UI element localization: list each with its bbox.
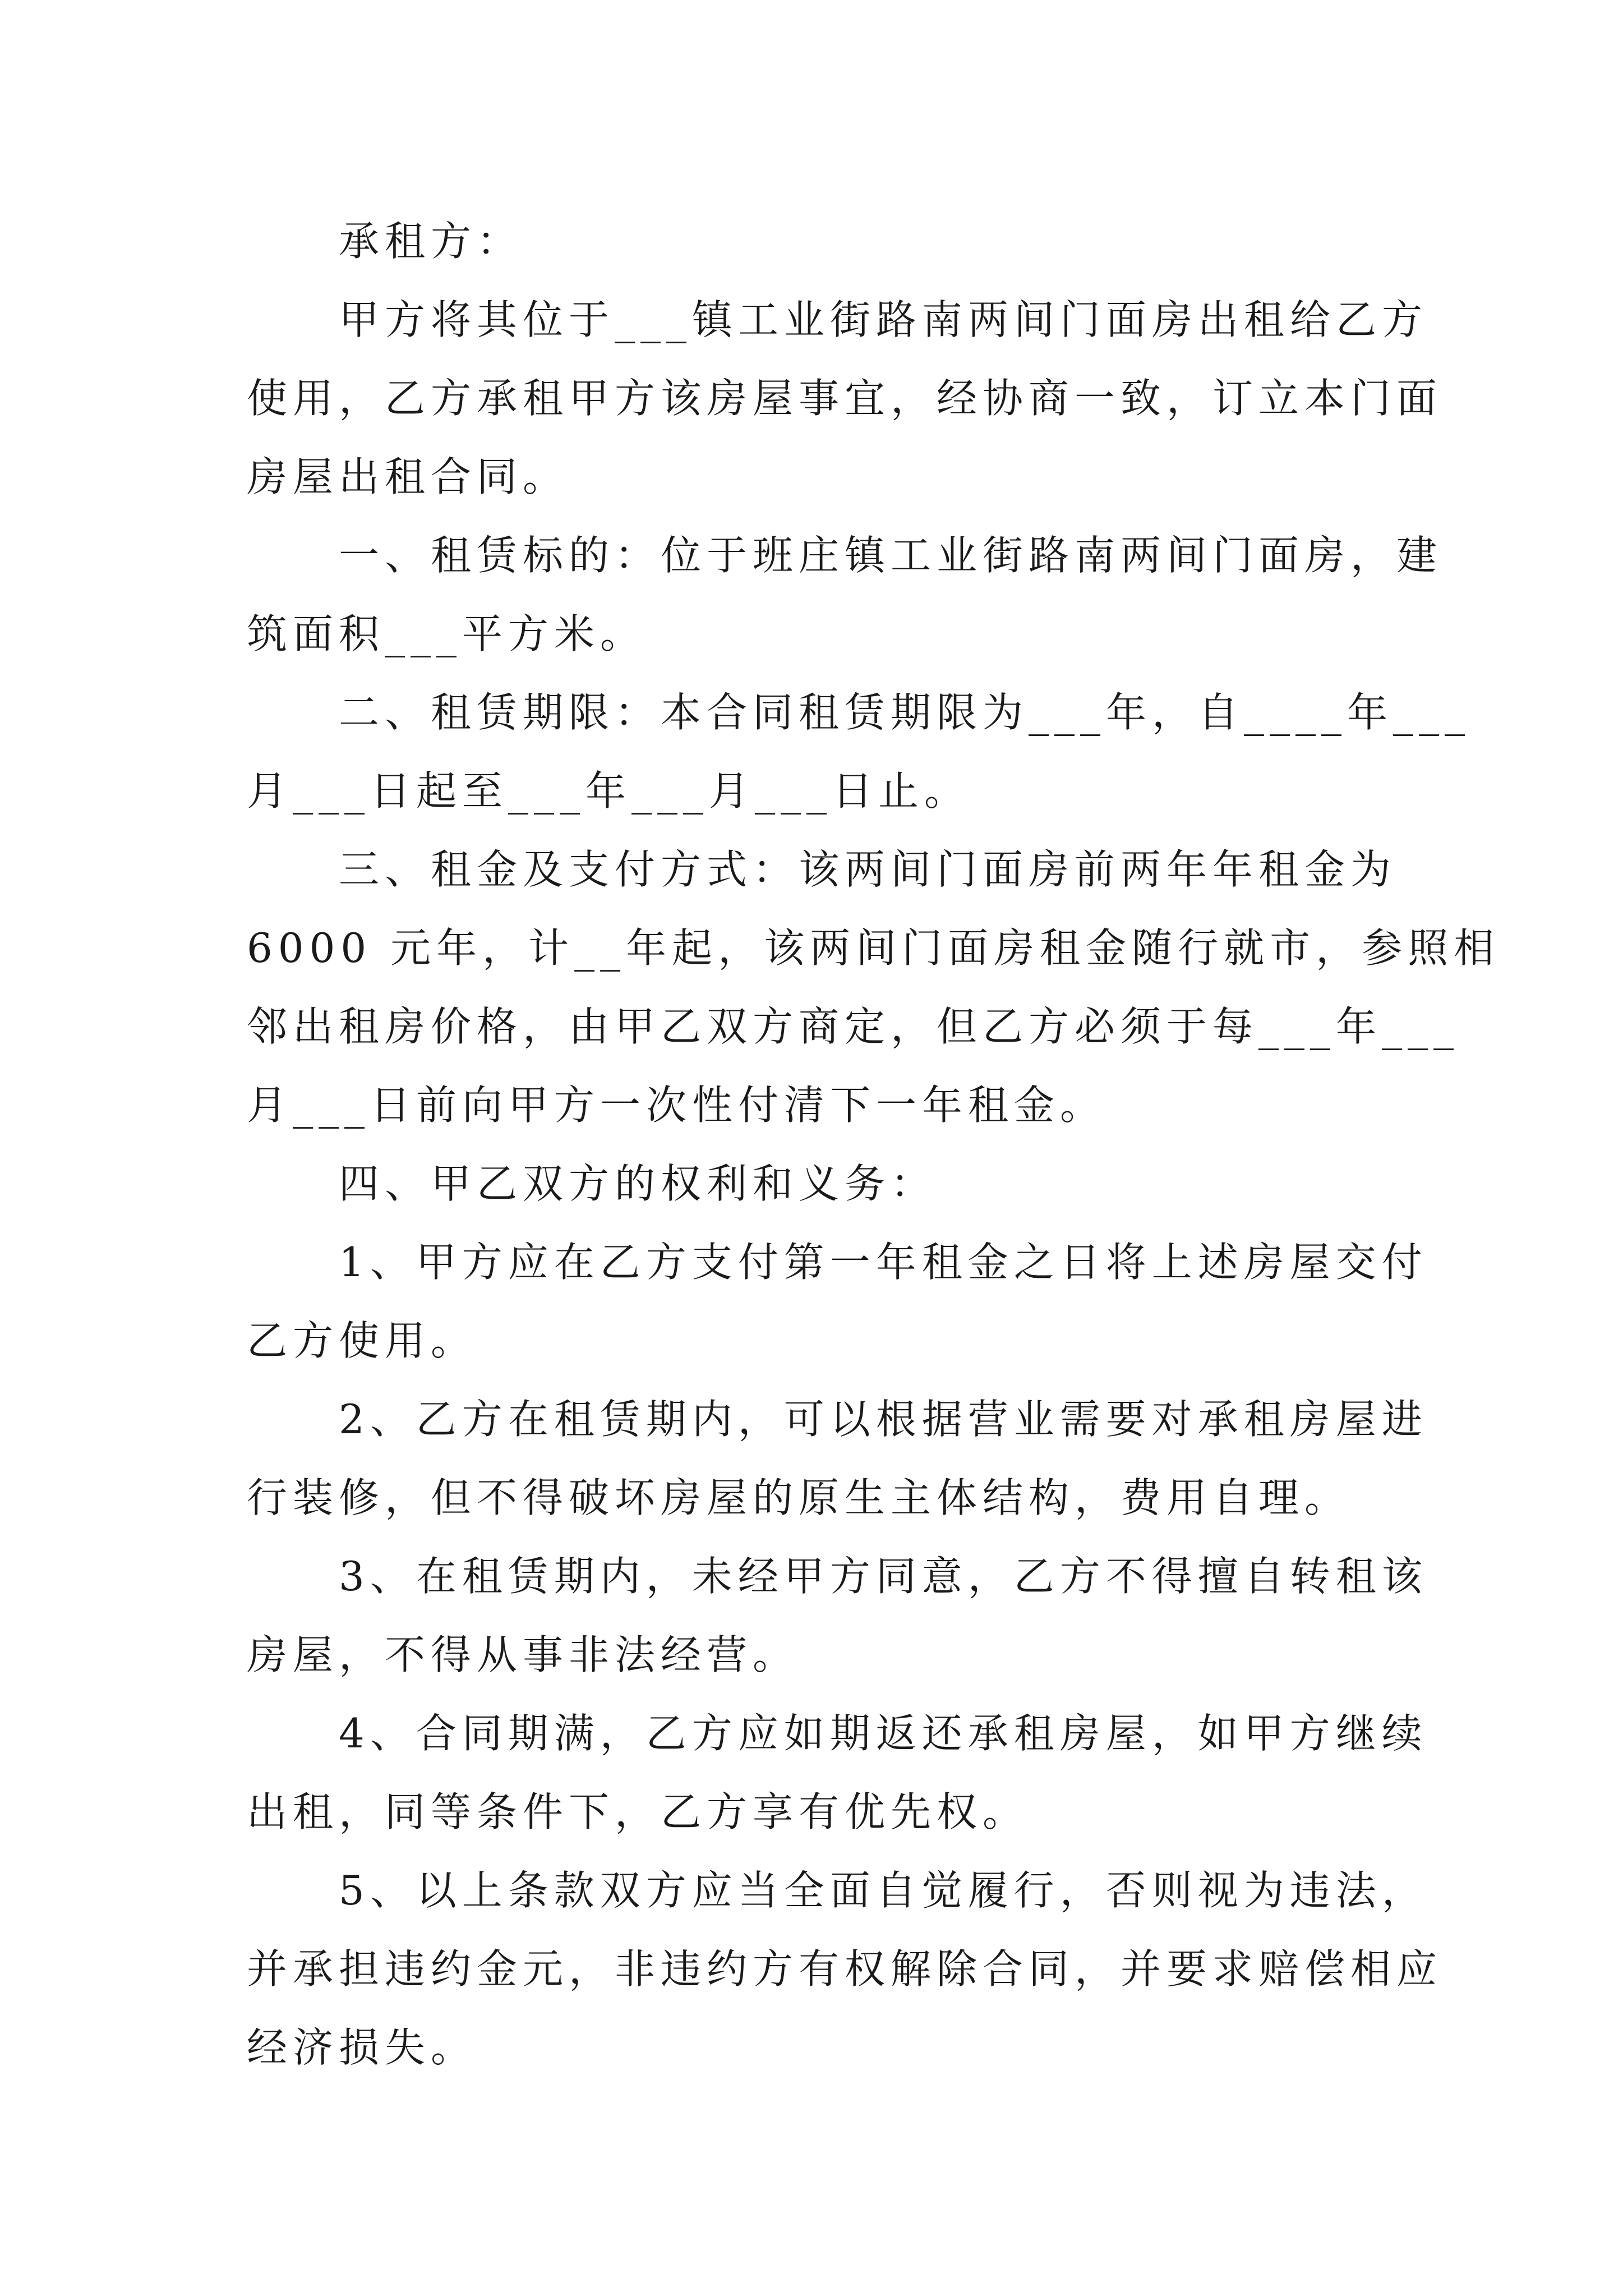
text-line: 使用，乙方承租甲方该房屋事宜，经协商一致，订立本门面 [247,375,1443,422]
text-line: 3、在租赁期内，未经甲方同意，乙方不得擅自转租该 [339,1553,1428,1600]
text-line: 甲方将其位于___镇工业街路南两间门面房出租给乙方 [339,296,1428,343]
paragraph-item-5 [247,1851,1443,2087]
text-line: 房屋，不得从事非法经营。 [247,1631,799,1678]
paragraph-clause-2 [247,673,1471,830]
text-line: 出租，同等条件下，乙方享有优先权。 [247,1788,1029,1835]
text-line: 5、以上条款双方应当全面自觉履行，否则视为违法， [339,1867,1428,1914]
text-line: 筑面积___平方米。 [247,610,647,657]
text-line: 三、租金及支付方式：该两间门面房前两年年租金为 [339,846,1397,893]
text-line: 二、租赁期限：本合同租赁期限为___年，自____年___ [339,689,1471,736]
text-line: 经济损失。 [247,2024,477,2071]
contract-body [247,202,1500,2087]
text-line: 2、乙方在租赁期内，可以根据营业需要对承租房屋进 [339,1396,1428,1443]
paragraph-item-3 [247,1537,1428,1694]
paragraph-item-1 [247,1223,1428,1380]
text-line: 6000 元年，计__年起，该两间门面房租金随行就市，参照相 [247,924,1500,972]
text-line: 一、租赁标的：位于班庄镇工业街路南两间门面房，建 [339,532,1443,579]
paragraph-lessee [247,202,1380,280]
text-line: 邻出租房价格，由甲乙双方商定，但乙方必须于每___年___ [247,1003,1460,1050]
text-line: 月___日起至___年___月___日止。 [247,767,971,815]
paragraph-clause-4-heading [247,1144,1380,1223]
paragraph-item-4 [247,1694,1428,1851]
text-line: 4、合同期满，乙方应如期返还承租房屋，如甲方继续 [339,1710,1428,1757]
paragraph-item-2 [247,1380,1428,1537]
text-line: 月___日前向甲方一次性付清下一年租金。 [247,1082,1106,1129]
text-line: 乙方使用。 [247,1317,477,1364]
paragraph-clause-1 [247,516,1443,673]
text-line: 四、甲乙双方的权利和义务： [339,1160,937,1207]
text-line: 行装修，但不得破坏房屋的原生主体结构，费用自理。 [247,1474,1351,1521]
paragraph-clause-3 [247,830,1500,1144]
paragraph-intro [247,280,1443,516]
text-line: 1、甲方应在乙方支付第一年租金之日将上述房屋交付 [339,1239,1428,1286]
text-line: 并承担违约金元，非违约方有权解除合同，并要求赔偿相应 [247,1945,1443,1993]
text-line: 房屋出租合同。 [247,453,569,500]
text-line: 承租方： [339,218,523,265]
